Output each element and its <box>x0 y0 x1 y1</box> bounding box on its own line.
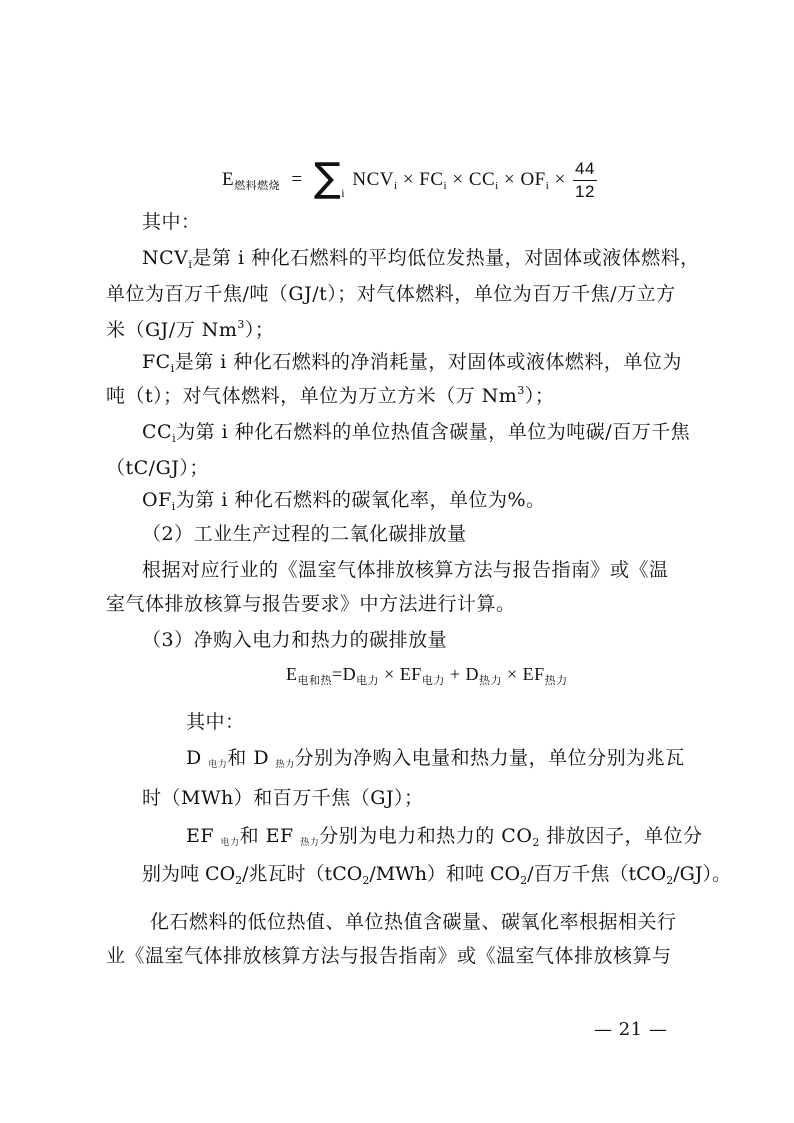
fraction-numerator: 44 <box>573 160 597 181</box>
paragraph-final-line2: 业《温室气体排放核算方法与报告指南》或《温室气体排放核算与 <box>106 945 672 967</box>
text-subscript: i <box>188 258 193 271</box>
text-subscript: 2 <box>520 874 528 887</box>
text-run: CC <box>142 421 173 443</box>
formula-subscript: i <box>394 179 398 192</box>
paragraph-fc-line2 <box>106 384 554 408</box>
paragraph-fc <box>142 350 682 374</box>
paragraph-of <box>142 488 546 512</box>
text-subscript: 2 <box>666 874 674 887</box>
page-number: — 21 — <box>594 1019 668 1040</box>
formula-term: D <box>342 664 357 684</box>
formula-operator: = <box>332 664 343 684</box>
text-run: FC <box>142 351 171 373</box>
formula-operator: × <box>554 168 566 190</box>
fraction <box>573 160 597 201</box>
text-run: 和 D <box>227 747 276 769</box>
formula-term: D <box>465 664 479 684</box>
text-subscript: 2 <box>532 836 540 849</box>
paragraph-cc <box>142 420 690 444</box>
text-run: 分别为电力和热力的 CO <box>319 825 533 847</box>
text-run: 排放因子，单位分 <box>539 825 703 847</box>
paragraph-ef-line2 <box>142 862 731 886</box>
formula-operator: + <box>449 664 461 684</box>
text-run: 别为吨 CO <box>142 863 236 885</box>
paragraph-process-line2: 室气体排放核算与报告要求》中方法进行计算。 <box>106 593 516 615</box>
text-run: EF <box>186 825 221 847</box>
formula-operator: × <box>503 168 516 190</box>
formula-subscript: 热力 <box>478 675 502 687</box>
formula-subscript: 电力 <box>356 675 380 687</box>
paragraph-final: 化石燃料的低位热值、单位热值含碳量、碳氧化率根据相关行 <box>150 911 677 933</box>
formula-operator: × <box>384 664 395 684</box>
text-subscript: i <box>171 500 176 513</box>
text-run: 吨（t）；对气体燃料，单位为万立方米（万 Nm <box>106 385 518 407</box>
text-run: 分别为净购入电量和热力量，单位分别为兆瓦 <box>294 747 685 769</box>
formula-subscript: 热力 <box>544 675 568 687</box>
text-run: /GJ）。 <box>673 863 731 885</box>
formula-fuel-combustion <box>222 154 597 201</box>
formula-subscript: 电力 <box>421 675 445 687</box>
paragraph-ncv-line2: 单位为百万千焦/吨（GJ/t）；对气体燃料，单位为百万千焦/万立方 <box>106 283 676 305</box>
paragraph-ncv-line3 <box>106 318 274 342</box>
text-run: 为第 i 种化石燃料的碳氧化率，单位为%。 <box>175 489 546 511</box>
text-subscript: 热力 <box>275 760 295 770</box>
formula-subscript: i <box>495 179 499 192</box>
formula-operator: = <box>291 168 303 190</box>
sum-index: i <box>341 185 346 200</box>
text-run: 为第 i 种化石燃料的单位热值含碳量，单位为吨碳/百万千焦 <box>176 421 691 443</box>
text-subscript: 热力 <box>300 838 320 848</box>
text-run: ）； <box>524 385 555 407</box>
paragraph-cc-line2: （tC/GJ）； <box>106 457 209 479</box>
formula-term: CC <box>468 168 496 190</box>
formula-operator: × <box>402 168 415 190</box>
sum-symbol: ∑ <box>313 154 342 201</box>
formula-term: OF <box>520 168 546 190</box>
text-run: OF <box>142 489 172 511</box>
text-run: /百万千焦（tCO <box>527 863 667 885</box>
text-run: 是第 i 种化石燃料的平均低位发热量，对固体或液体燃料， <box>192 247 700 269</box>
paragraph-d-line2: 时（MWh）和百万千焦（GJ）； <box>142 787 424 809</box>
formula-subscript: 燃料燃烧 <box>234 178 281 192</box>
text-subscript: 2 <box>235 874 243 887</box>
formula-operator: × <box>452 168 464 190</box>
text-superscript: 3 <box>517 384 525 397</box>
formula-subscript: i <box>545 179 550 192</box>
paragraph-process: 根据对应行业的《温室气体排放核算方法与报告指南》或《温 <box>142 559 669 581</box>
formula-term: FC <box>419 168 444 190</box>
text-run: 米（GJ/万 Nm <box>106 319 238 341</box>
formula-subscript: 电和热 <box>297 675 332 687</box>
text-run: 是第 i 种化石燃料的净消耗量，对固体或液体燃料，单位为 <box>174 351 682 373</box>
text-subscript: 电力 <box>208 760 228 770</box>
text-subscript: 2 <box>362 874 370 887</box>
formula-term: EF <box>399 664 422 684</box>
section-heading-process: （2）工业生产过程的二氧化碳排放量 <box>142 523 467 545</box>
text-run: D <box>186 747 209 769</box>
paragraph-qizhong: 其中： <box>142 211 201 233</box>
paragraph-d <box>186 746 685 770</box>
formula-electricity-heat <box>286 662 568 686</box>
fraction-denominator: 12 <box>575 182 595 201</box>
paragraph-qizhong-2: 其中： <box>186 711 245 733</box>
text-subscript: 电力 <box>220 838 240 848</box>
text-subscript: i <box>170 362 175 375</box>
section-heading-electricity-heat: （3）净购入电力和热力的碳排放量 <box>142 629 448 651</box>
paragraph-ef <box>186 824 702 848</box>
formula-term: NCV <box>352 168 394 190</box>
text-subscript: i <box>172 432 177 445</box>
formula-term: E <box>222 168 235 190</box>
text-run: NCV <box>142 247 189 269</box>
text-run: 和 EF <box>239 825 301 847</box>
text-run: /兆瓦时（tCO <box>242 863 363 885</box>
formula-subscript: i <box>443 179 448 192</box>
text-run: ）； <box>244 319 275 341</box>
text-run: /MWh）和吨 CO <box>369 863 521 885</box>
formula-term: E <box>286 664 298 684</box>
formula-operator: × <box>506 664 518 684</box>
paragraph-ncv <box>142 246 700 270</box>
text-superscript: 3 <box>237 318 245 331</box>
formula-term: EF <box>522 664 545 684</box>
